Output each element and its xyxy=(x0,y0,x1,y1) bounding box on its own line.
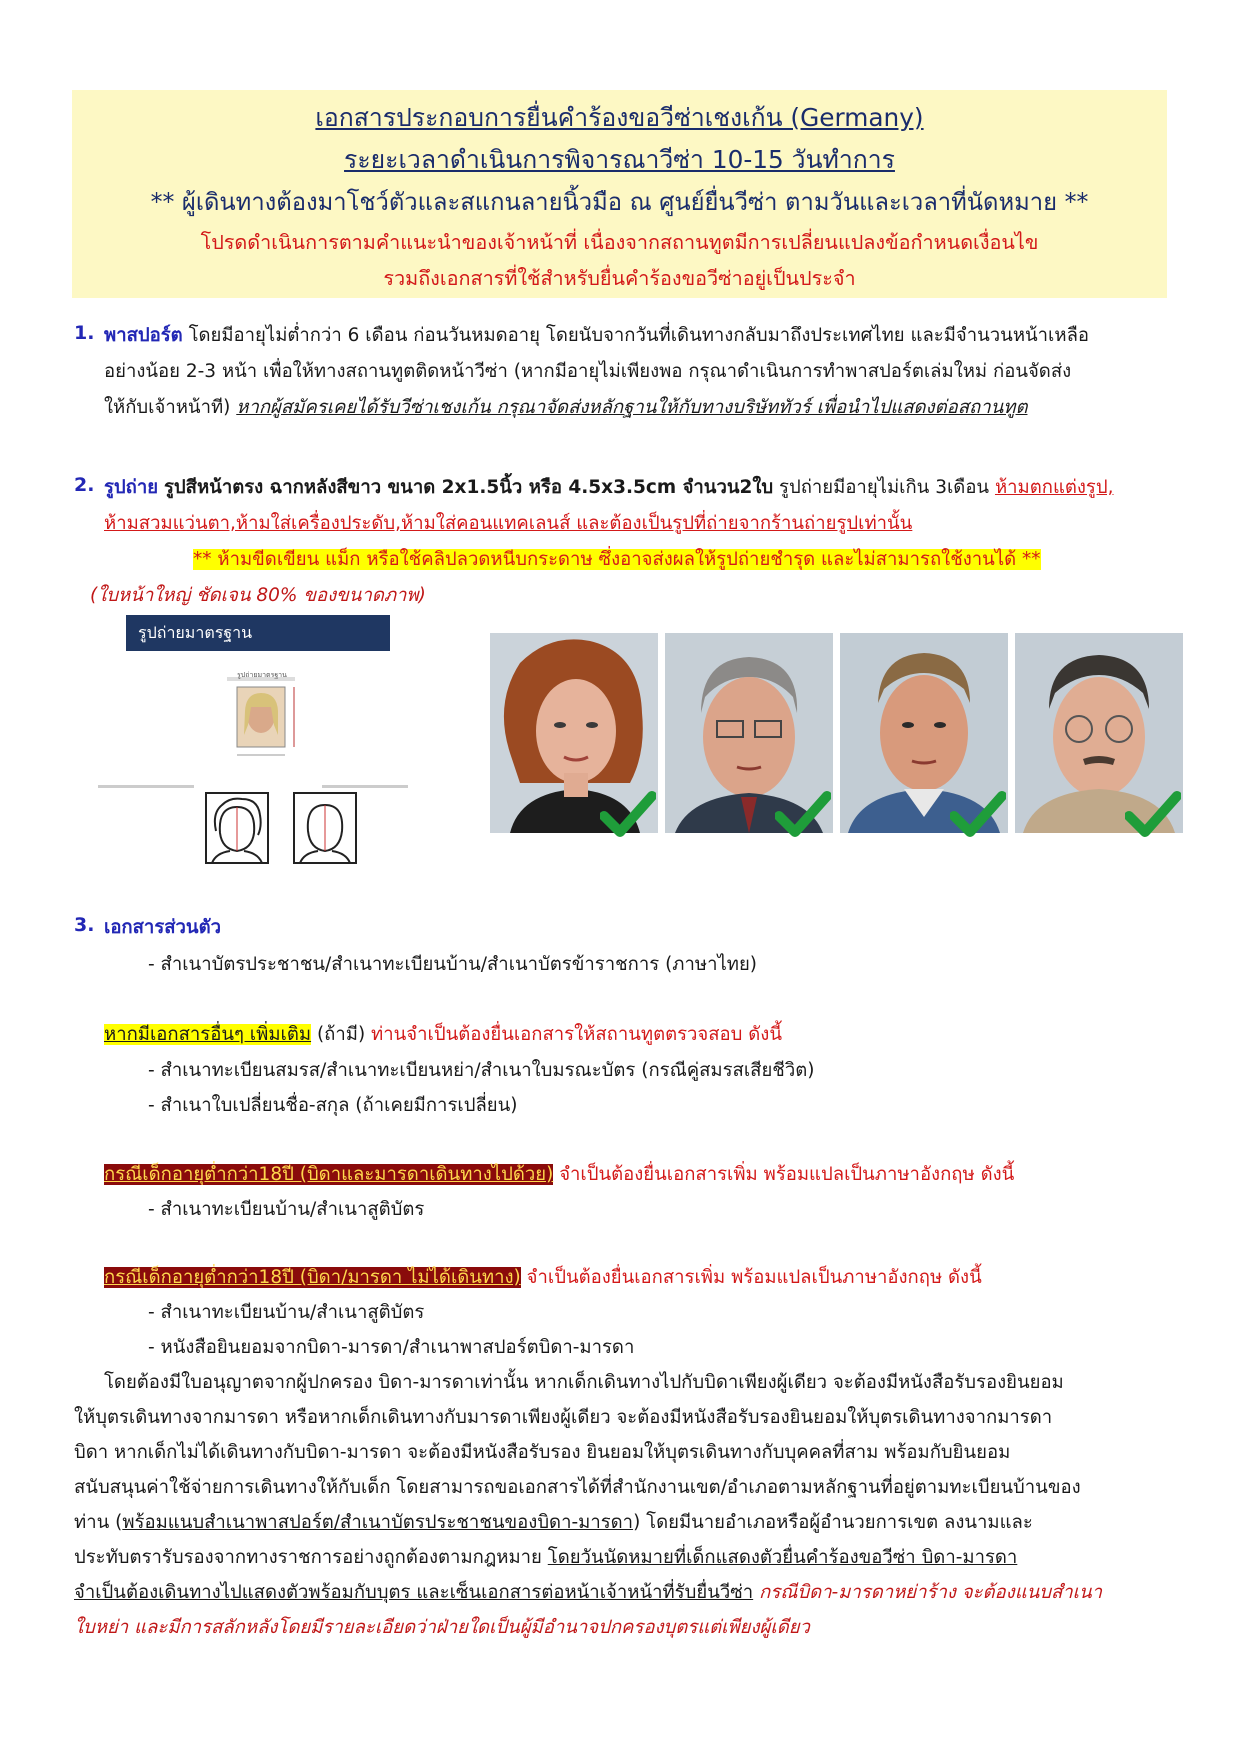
personal-docs-item-1: - สำเนาบัตรประชาชน/สำเนาทะเบียนบ้าน/สำเนาบัตรข้าราชการ (ภาษาไทย) xyxy=(148,954,758,975)
consent-paragraph-line-2: ให้บุตรเดินทางจากมารดา หรือหากเด็กเดินทางกับมารดาเพียงผู้เดียว จะต้องมีหนังสือรับรองยินยอมให้บุตรเดินทางจากมารดา xyxy=(74,1407,1053,1428)
consent-paragraph-line-5 xyxy=(74,1508,1033,1537)
consent-line-5-a: ท่าน ( xyxy=(74,1512,123,1533)
consent-paragraph-line-6 xyxy=(74,1543,1017,1572)
header-box xyxy=(72,90,1167,298)
minor-both-highlight: กรณีเด็กอายุต่ำกว่า18ปี (บิดาและมารดาเดินทางไปด้วย) xyxy=(104,1164,554,1185)
standard-photo-caption: รูปถ่ายมาตรฐาน xyxy=(237,671,287,679)
check-icon xyxy=(950,790,1006,840)
consent-paragraph-line-3: บิดา หากเด็กไม่ได้เดินทางกับบิดา-มารดา จะต้องมีหนังสือรับรอง ยินยอมให้บุตรเดินทางกับบุคคลที่สาม พร้อมกับยินยอม xyxy=(74,1442,1011,1463)
passport-line-3 xyxy=(104,393,1027,422)
photo-rule-2: ห้ามสวมแว่นตา,ห้ามใส่เครื่องประดับ,ห้ามใส่คอนแทคเลนส์ และต้องเป็นรูปที่ถ่ายจากร้านถ่ายรูปเท่านั้น xyxy=(104,513,913,534)
photo-age-rule: รูปถ่ายมีอายุไม่เกิน 3เดือน xyxy=(773,477,995,498)
document-title: เอกสารประกอบการยื่นคำร้องขอวีซ่าเชงเก้น (Germany) xyxy=(315,103,924,132)
section-number-1: 1. xyxy=(74,322,95,344)
extra-docs-line xyxy=(104,1020,782,1049)
processing-time: ระยะเวลาดำเนินการพิจารณาวีซ่า 10-15 วันทำการ xyxy=(344,145,895,174)
personal-docs-label: เอกสารส่วนตัว xyxy=(104,917,221,938)
consent-line-7-underlined: จำเป็นต้องเดินทางไปแสดงตัวพร้อมกับบุตร และเซ็นเอกสารต่อหน้าเจ้าหน้าที่รับยื่นวีซ่า xyxy=(74,1582,754,1603)
check-icon xyxy=(600,790,656,840)
photo-label: รูปถ่าย xyxy=(104,477,159,498)
passport-line-1-text: โดยมีอายุไม่ต่ำกว่า 6 เดือน ก่อนวันหมดอายุ โดยนับจากวันที่เดินทางกลับมาถึงประเทศไทย และมีจำนวนหน้าเหลือ xyxy=(182,325,1090,346)
standard-photo-panel xyxy=(96,615,411,870)
passport-schengen-note: หากผู้สมัครเคยได้รับวีซ่าเชงเก้น กรุณาจัดส่งหลักฐานให้กับทางบริษัททัวร์ เพื่อนำไปแสดงต่อสถานทูต xyxy=(236,397,1028,418)
minor-not-item-1: - สำเนาทะเบียนบ้าน/สำเนาสูติบัตร xyxy=(148,1302,425,1323)
consent-paragraph-line-8: ใบหย่า และมีการสลักหลังโดยมีรายละเอียดว่าฝ่ายใดเป็นผู้มีอำนาจปกครองบุตรแต่เพียงผู้เดียว xyxy=(74,1617,810,1638)
extra-docs-item-2: - สำเนาใบเปลี่ยนชื่อ-สกุล (ถ้าเคยมีการเปลี่ยน) xyxy=(148,1095,518,1116)
consent-line-5-b: ) โดยมีนายอำเภอหรือผู้อำนวยการเขต ลงนามและ xyxy=(633,1512,1033,1533)
section-number-2: 2. xyxy=(74,474,95,496)
extra-docs-item-1: - สำเนาทะเบียนสมรส/สำเนาทะเบียนหย่า/สำเนาใบมรณะบัตร (กรณีคู่สมรสเสียชีวิต) xyxy=(148,1060,815,1081)
header-note-1: โปรดดำเนินการตามคำแนะนำของเจ้าหน้าที่ เนื่องจากสถานทูตมีการเปลี่ยนแปลงข้อกำหนดเงื่อนไข xyxy=(200,231,1039,254)
photo-warning: ** ห้ามขีดเขียน แม็ก หรือใช้คลิปลวดหนีบกระดาษ ซึ่งอาจส่งผลให้รูปถ่ายชำรุด และไม่สามารถใช้งานได้ ** xyxy=(193,549,1041,570)
consent-paragraph-line-7 xyxy=(74,1578,1102,1607)
photo-line-1 xyxy=(104,473,1114,502)
minor-not-instruction: จำเป็นต้องยื่นเอกสารเพิ่ม พร้อมแปลเป็นภาษาอังกฤษ ดังนี้ xyxy=(520,1267,982,1288)
consent-line-6-a: ประทับตรารับรองจากทางราชการอย่างถูกต้องตามกฎหมาย xyxy=(74,1547,548,1568)
photo-spec: รูปสีหน้าตรง ฉากหลังสีขาว ขนาด 2x1.5นิ้ว หรือ 4.5x3.5cm จำนวน2ใบ xyxy=(164,477,774,498)
photo-face-note: (ใบหน้าใหญ่ ชัดเจน 80% ของขนาดภาพ) xyxy=(90,585,426,606)
consent-line-6-underlined: โดยวันนัดหมายที่เด็กแสดงตัวยื่นคำร้องขอวีซ่า บิดา-มารดา xyxy=(547,1547,1018,1568)
header-note-2: รวมถึงเอกสารที่ใช้สำหรับยื่นคำร้องขอวีซ่าอยู่เป็นประจำ xyxy=(383,267,856,290)
minor-both-line xyxy=(104,1160,1014,1189)
minor-not-highlight: กรณีเด็กอายุต่ำกว่า18ปี (บิดา/มารดา ไม่ได้เดินทาง) xyxy=(104,1267,521,1288)
consent-paragraph-line-4: สนับสนุนค่าใช้จ่ายการเดินทางให้กับเด็ก โดยสามารถขอเอกสารได้ที่สำนักงานเขต/อำเภอตามหลักฐานที่อยู่ตามทะเบียนบ้านของ xyxy=(74,1477,1081,1498)
extra-docs-optional: (ถ้ามี) xyxy=(311,1024,372,1045)
standard-photo-header: รูปถ่ายมาตรฐาน xyxy=(126,615,390,651)
extra-docs-instruction: ท่านจำเป็นต้องยื่นเอกสารให้สถานทูตตรวจสอบ ดังนี้ xyxy=(371,1024,782,1045)
passport-line-3-plain: ให้กับเจ้าหน้าที) xyxy=(104,397,231,418)
photo-rule-1: ห้ามตกแต่งรูป, xyxy=(994,477,1114,498)
check-icon xyxy=(1125,790,1181,840)
section-number-3: 3. xyxy=(74,914,95,936)
standard-photo-diagram xyxy=(96,615,411,870)
consent-paragraph-line-1: โดยต้องมีใบอนุญาตจากผู้ปกครอง บิดา-มารดาเท่านั้น หากเด็กเดินทางไปกับบิดาเพียงผู้เดียว จะต้องมีหนังสือรับรองยินยอม xyxy=(104,1372,1064,1393)
minor-not-line xyxy=(104,1263,982,1292)
extra-docs-highlight: หากมีเอกสารอื่นๆ เพิ่มเติม xyxy=(104,1024,312,1045)
photo-warning-line xyxy=(193,545,1041,574)
consent-line-5-underlined: พร้อมแนบสำเนาพาสปอร์ต/สำเนาบัตรประชาชนของบิดา-มารดา xyxy=(122,1512,634,1533)
consent-line-7-divorce-note: กรณีบิดา-มารดาหย่าร้าง จะต้องแนบสำเนา xyxy=(753,1582,1103,1603)
appearance-notice: ** ผู้เดินทางต้องมาโชว์ตัวและสแกนลายนิ้วมือ ณ ศูนย์ยื่นวีซ่า ตามวันและเวลาที่นัดหมาย ** xyxy=(150,188,1089,216)
photo-line-2 xyxy=(104,509,912,538)
check-icon xyxy=(775,790,831,840)
minor-not-item-2: - หนังสือยินยอมจากบิดา-มารดา/สำเนาพาสปอร์ตบิดา-มารดา xyxy=(148,1337,635,1358)
minor-both-item: - สำเนาทะเบียนบ้าน/สำเนาสูติบัตร xyxy=(148,1199,425,1220)
minor-both-instruction: จำเป็นต้องยื่นเอกสารเพิ่ม พร้อมแปลเป็นภาษาอังกฤษ ดังนี้ xyxy=(553,1164,1015,1185)
passport-label: พาสปอร์ต xyxy=(104,325,183,346)
passport-line-2: อย่างน้อย 2-3 หน้า เพื่อให้ทางสถานทูตติดหน้าวีซ่า (หากมีอายุไม่เพียงพอ กรุณาดำเนินการทำพาสปอร์ตเล่มใหม่ ก่อนจัดส่ง xyxy=(104,361,1072,382)
passport-line-1 xyxy=(104,321,1089,350)
